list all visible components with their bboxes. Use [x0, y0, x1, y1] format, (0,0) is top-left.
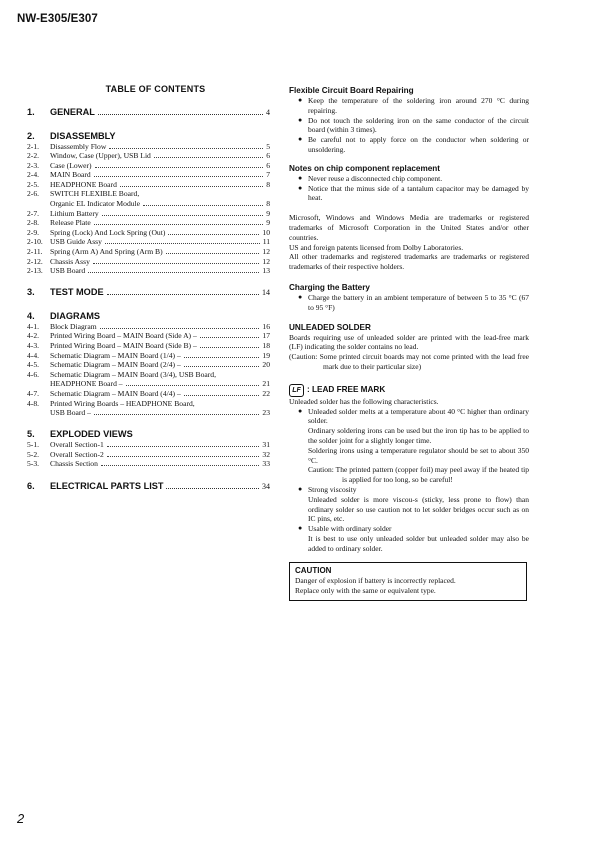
toc-section-title: DISASSEMBLY	[50, 130, 116, 141]
toc-entry-line	[50, 161, 270, 171]
toc-entry-title: SWITCH FLEXIBLE Board,	[50, 189, 140, 199]
lead-free-item	[289, 524, 529, 553]
toc-entry-body	[50, 180, 270, 190]
toc-entry-body	[50, 266, 270, 276]
toc-entry-page: 17	[262, 331, 270, 341]
toc-entry-page: 7	[266, 170, 270, 180]
toc-entry-body	[50, 218, 270, 228]
toc-entry-line	[50, 189, 270, 199]
toc-section-number: 2.	[27, 130, 35, 141]
toc-leader-dots	[107, 446, 260, 447]
toc-entry-title: Release Plate	[50, 218, 91, 228]
toc-entry-title: Schematic Diagram – MAIN Board (3/4), USB Board,	[50, 369, 216, 379]
toc-entry-title: Spring (Lock) And Lock Spring (Out)	[50, 227, 166, 237]
toc-entry	[27, 237, 270, 247]
toc-leader-dots	[98, 114, 263, 115]
toc-leader-dots	[126, 385, 260, 386]
toc-entry-number: 2-13.	[27, 266, 43, 276]
toc-entry-page: 10	[262, 227, 270, 237]
chip-note-item-text: Notice that the minus side of a tantalum capacitor may be damaged by heat.	[308, 183, 529, 203]
toc-section-number: 4.	[27, 310, 35, 321]
lead-free-heading	[289, 384, 529, 397]
toc-leader-dots	[120, 186, 263, 187]
toc-entry-body	[50, 322, 270, 332]
bullet-dot: ●	[298, 135, 303, 144]
lead-free-item-para: Ordinary soldering irons can be used but the iron tip has to be applied to the solder joint for a slightly longer time.	[308, 426, 529, 445]
toc-entry-body	[50, 247, 270, 257]
toc-section-number: 3.	[27, 287, 35, 298]
document-model-header: NW-E305/E307	[17, 13, 98, 25]
toc-entry	[27, 228, 270, 238]
toc-entry-title: USB Guide Assy	[50, 237, 102, 247]
toc-entry-body	[50, 257, 270, 267]
toc-section-number: 5.	[27, 429, 35, 440]
toc-entry-number: 2-2.	[27, 151, 40, 161]
toc-entry	[27, 399, 270, 418]
toc-entry-line	[50, 341, 270, 351]
toc-entry-body	[50, 440, 270, 450]
toc-title: TABLE OF CONTENTS	[105, 84, 206, 94]
lead-free-item-para: Soldering irons using a temperature regulator should be set to about 350 °C.	[308, 445, 529, 465]
page-number: 2	[17, 811, 25, 826]
toc-entry	[27, 331, 270, 341]
toc-entry-title: Lithium Battery	[50, 208, 99, 218]
lead-free-item	[289, 485, 529, 524]
toc-entry-body	[50, 189, 270, 208]
toc-entry-line	[50, 370, 270, 380]
toc-entry-title: Block Diagram	[50, 321, 97, 331]
toc-entry-line	[50, 450, 270, 460]
flex-repair-item-text: Do not touch the soldering iron on the same conductor of the circuit board (within 3 times).	[308, 115, 529, 135]
toc-entry	[27, 247, 270, 257]
bullet-dot: ●	[298, 292, 303, 301]
toc-entry-line	[50, 170, 270, 180]
toc-section-heading	[27, 428, 270, 440]
toc-entry-body	[50, 389, 270, 399]
toc-entry	[27, 351, 270, 361]
toc-entry-number: 4-1.	[27, 321, 40, 331]
toc-entry-body	[50, 399, 270, 418]
trademark-line: Microsoft, Windows and Windows Media are trademarks or registered trademarks of Microsoft Corporation in the United States and/or other countries.	[289, 213, 529, 242]
toc-entry	[27, 389, 270, 399]
toc-entry-number: 2-8.	[27, 218, 40, 228]
toc-entry-title: USB Board –	[50, 408, 91, 418]
toc-entry	[27, 151, 270, 161]
toc-entry-title: Spring (Arm A) And Spring (Arm B)	[50, 247, 163, 257]
toc-entry-line	[50, 360, 270, 370]
toc-entry-line	[50, 351, 270, 361]
toc-entry-page: 12	[262, 256, 270, 266]
bullet-dot: ●	[298, 524, 303, 533]
caution-title: CAUTION	[295, 566, 332, 576]
toc-entry-page: 19	[262, 350, 270, 360]
toc-entry	[27, 189, 270, 208]
toc-leader-dots	[200, 337, 260, 338]
toc-entry-title: Organic EL Indicator Module	[50, 199, 141, 209]
flex-repair-item-text: Keep the temperature of the soldering iron around 270 °C during repairing.	[308, 96, 529, 115]
toc-entry-page: 31	[262, 440, 270, 450]
toc-entry-title: Printed Wiring Boards – HEADPHONE Board,	[50, 398, 195, 408]
toc-entry-title: Overall Section-2	[50, 449, 104, 459]
toc-leader-dots	[101, 465, 260, 466]
toc-entry-number: 2-1.	[27, 141, 40, 151]
toc-leader-dots	[154, 157, 263, 158]
toc-entry-body	[50, 370, 270, 389]
flex-repair-section	[289, 86, 529, 155]
bullet-dot: ●	[298, 96, 303, 104]
lead-free-item-head: Unleaded solder melts at a temperature about 40 °C higher than ordinary solder.	[308, 406, 529, 426]
toc-entry-body	[50, 341, 270, 351]
toc-entry-page: 9	[266, 218, 270, 228]
toc-entry-title: Printed Wiring Board – MAIN Board (Side B) –	[50, 341, 197, 350]
toc-leader-dots	[107, 294, 259, 295]
toc-leader-dots	[200, 347, 260, 348]
toc-leader-dots	[93, 263, 260, 264]
toc-entry	[27, 266, 270, 276]
toc-leader-dots	[109, 148, 263, 149]
toc-entry-title: HEADPHONE Board –	[50, 379, 123, 389]
toc-section-page: 4	[266, 108, 270, 117]
toc-entry	[27, 360, 270, 370]
toc-entry-page: 33	[262, 459, 270, 469]
toc-entry-number: 4-3.	[27, 341, 40, 350]
toc-entry	[27, 322, 270, 332]
toc-leader-dots	[143, 205, 263, 206]
bullet-dot: ●	[298, 115, 303, 124]
toc-entry-page: 21	[262, 379, 270, 389]
toc-entry-body	[50, 351, 270, 361]
caution-box	[289, 562, 527, 601]
toc-entry	[27, 440, 270, 450]
lead-free-title: : LEAD FREE MARK	[307, 385, 386, 395]
unleaded-text: Boards requiring use of unleaded solder are printed with the lead-free mark (LF) indicating the solder contains no lead.	[289, 332, 529, 352]
flex-repair-title: Flexible Circuit Board Repairing	[289, 86, 414, 95]
toc-section-page: 14	[262, 288, 270, 298]
charging-section	[289, 283, 529, 313]
toc-entry-page: 6	[266, 160, 270, 170]
toc-section-title: EXPLODED VIEWS	[50, 429, 133, 440]
bullet-dot: ●	[298, 173, 303, 182]
toc-entry-title: Printed Wiring Board – MAIN Board (Side A) –	[50, 331, 197, 341]
right-column	[289, 84, 529, 601]
toc-leader-dots	[184, 366, 260, 367]
toc-entry-number: 2-3.	[27, 160, 40, 170]
toc-leader-dots	[168, 234, 259, 235]
toc-entry-body	[50, 450, 270, 460]
toc-entry-body	[50, 209, 270, 219]
toc-entry-title: Disassembly Flow	[50, 141, 107, 151]
unleaded-title: UNLEADED SOLDER	[289, 322, 371, 332]
toc-section-title: DIAGRAMS	[50, 310, 101, 321]
bullet-dot: ●	[298, 183, 303, 192]
toc-entry-body	[50, 331, 270, 341]
toc-section	[27, 106, 270, 119]
toc-entry-title: Schematic Diagram – MAIN Board (1/4) –	[50, 350, 181, 360]
toc-entry-line	[50, 408, 270, 418]
toc-entry-title: Chassis Assy	[50, 256, 90, 266]
chip-note-item-text: Never reuse a disconnected chip component.	[308, 173, 443, 183]
toc-leader-dots	[95, 167, 264, 168]
toc-entry-page: 32	[262, 449, 270, 459]
toc-entry-line	[50, 459, 270, 469]
toc-entry-line	[50, 322, 270, 332]
lead-free-list	[289, 407, 529, 554]
toc-entry-page: 8	[266, 179, 270, 189]
toc-entry-title: Window, Case (Upper), USB Lid	[50, 151, 151, 161]
unleaded-caution: (Caution: Some printed circuit boards may not come printed with the lead free mark due to their particular size)	[289, 352, 529, 371]
lead-free-intro: Unleaded solder has the following characteristics.	[289, 396, 439, 406]
toc-entry-number: 4-2.	[27, 331, 40, 341]
toc-entry-title: Overall Section-1	[50, 440, 104, 450]
toc-entry-line	[50, 209, 270, 219]
toc-entry-page: 13	[262, 266, 270, 276]
toc-leader-dots	[102, 215, 263, 216]
trademarks-section	[289, 213, 529, 272]
toc-section	[27, 310, 270, 418]
toc-leader-dots	[94, 414, 259, 415]
toc-entry	[27, 370, 270, 389]
toc-section-heading	[27, 286, 270, 299]
toc-section-page: 34	[262, 481, 270, 491]
chip-notes-list	[289, 174, 529, 203]
toc-section-heading	[27, 106, 270, 119]
toc-entry-body	[50, 459, 270, 469]
toc-entry-body	[50, 151, 270, 161]
lead-free-item-caution: Caution: The printed pattern (copper foil) may peel away if the heated tip is applied for too long, so be careful!	[308, 465, 529, 485]
toc-entry	[27, 257, 270, 267]
toc-entry-number: 2-12.	[27, 256, 43, 266]
toc-section	[27, 480, 270, 493]
caution-line: Danger of explosion if battery is incorrectly replaced.	[295, 576, 456, 586]
toc-leader-dots	[94, 224, 264, 225]
toc-entry	[27, 459, 270, 469]
toc-entry-page: 20	[262, 360, 270, 370]
toc-entry-number: 4-6.	[27, 369, 40, 379]
toc-entry-number: 2-10.	[27, 237, 43, 247]
lead-free-section	[289, 384, 529, 554]
toc-leader-dots	[105, 243, 260, 244]
toc-entry-page: 8	[266, 199, 270, 209]
flex-repair-item	[289, 135, 529, 155]
toc-entry-line	[50, 247, 270, 257]
toc-entry-page: 11	[262, 237, 270, 247]
toc-entry	[27, 341, 270, 351]
chip-note-item	[289, 184, 529, 204]
lead-free-mark-icon: LF	[289, 384, 304, 397]
toc-entry-number: 5-2.	[27, 449, 40, 459]
lead-free-item	[289, 407, 529, 485]
toc-entry-number: 4-7.	[27, 388, 40, 398]
toc-section	[27, 286, 270, 299]
toc-entry-body	[50, 142, 270, 152]
toc-entry-page: 9	[266, 208, 270, 218]
toc-entry-line	[50, 228, 270, 238]
toc-section-number: 6.	[27, 480, 35, 491]
toc-leader-dots	[166, 488, 259, 489]
toc-section-title: TEST MODE	[50, 287, 104, 298]
toc-leader-dots	[100, 328, 260, 329]
toc-entry-title: USB Board	[50, 266, 86, 276]
toc-entry-line	[50, 151, 270, 161]
toc-section	[27, 428, 270, 469]
toc-entry-number: 2-4.	[27, 170, 40, 180]
toc-entry-page: 6	[266, 151, 270, 161]
toc-section-title: GENERAL	[50, 107, 95, 117]
toc-entry-page: 12	[262, 247, 270, 257]
toc-entry-number: 4-4.	[27, 350, 40, 360]
toc-entry	[27, 142, 270, 152]
toc-entry-number: 5-3.	[27, 459, 40, 469]
trademark-line: All other trademarks and registered trademarks are trademarks or registered trademarks of their respective holders.	[289, 252, 529, 272]
charging-title: Charging the Battery	[289, 282, 370, 292]
toc-entry-title: MAIN Board	[50, 170, 91, 180]
toc-entry-line	[50, 199, 270, 209]
toc-entry-number: 4-8.	[27, 398, 40, 408]
chip-notes-section	[289, 164, 529, 203]
toc-leader-dots	[184, 357, 260, 358]
toc-entry-page: 22	[262, 388, 270, 398]
toc-entry-line	[50, 142, 270, 152]
toc-leader-dots	[166, 253, 260, 254]
toc-entry-body	[50, 360, 270, 370]
toc-entry-line	[50, 180, 270, 190]
lead-free-item-head: Usable with ordinary solder	[308, 524, 392, 534]
toc-entry	[27, 161, 270, 171]
lead-free-item-para: It is best to use only unleaded solder but unleaded solder may also be added to ordinary solder.	[308, 533, 529, 553]
toc-entry-number: 2-9.	[27, 227, 40, 237]
toc-entry-page: 23	[262, 408, 270, 418]
toc-entry-line	[50, 331, 270, 341]
toc-entry-body	[50, 237, 270, 247]
toc-entry-page: 18	[262, 341, 270, 350]
toc-entry-page: 16	[262, 321, 270, 331]
toc-entry	[27, 218, 270, 228]
toc-entry-line	[50, 218, 270, 228]
toc-entry-line	[50, 440, 270, 450]
lead-free-item-head: Strong viscosity	[308, 484, 357, 494]
toc-entry-line	[50, 399, 270, 409]
toc-leader-dots	[107, 456, 260, 457]
toc-leader-dots	[88, 272, 259, 273]
flex-repair-list	[289, 96, 529, 155]
toc-sections	[27, 106, 270, 493]
bullet-dot: ●	[298, 484, 303, 493]
toc-entry-body	[50, 170, 270, 180]
toc-entry-number: 2-11.	[27, 247, 43, 257]
toc-entry	[27, 450, 270, 460]
charging-item	[289, 293, 529, 313]
toc-entry-number: 2-5.	[27, 179, 40, 189]
toc-section-heading	[27, 310, 270, 322]
toc-entry-line	[50, 379, 270, 389]
flex-repair-item-text: Be careful not to apply force on the conductor when soldering or unsoldering.	[308, 135, 529, 154]
toc-entry-number: 4-5.	[27, 360, 40, 370]
toc-section-heading	[27, 480, 270, 493]
toc-entry-title: Schematic Diagram – MAIN Board (4/4) –	[50, 388, 181, 398]
lead-free-item-para: Unleaded solder is more viscou-s (sticky, less prone to flow) than ordinary solder so use caution not to let solder bridges occur such as on IC pins, etc.	[308, 494, 529, 524]
toc-entry-page: 5	[266, 141, 270, 151]
toc-entry-body	[50, 228, 270, 238]
toc-entry-title: Schematic Diagram – MAIN Board (2/4) –	[50, 360, 181, 370]
toc-entry-number: 2-7.	[27, 208, 40, 218]
toc-entry-number: 2-6.	[27, 189, 40, 199]
toc-section-number: 1.	[27, 107, 35, 117]
bullet-dot: ●	[298, 406, 303, 415]
toc-entry-line	[50, 257, 270, 267]
caution-line: Replace only with the same or equivalent type.	[295, 586, 436, 596]
toc-section-heading	[27, 130, 270, 142]
toc-entry-line	[50, 266, 270, 276]
toc-entry-number: 5-1.	[27, 440, 40, 450]
toc-entry	[27, 209, 270, 219]
table-of-contents	[27, 84, 270, 503]
toc-entry-title: Case (Lower)	[50, 160, 92, 170]
toc-entry	[27, 170, 270, 180]
trademark-line: US and foreign patents licensed from Dolby Laboratories.	[289, 242, 464, 252]
chip-notes-title: Notes on chip component replacement	[289, 163, 441, 173]
flex-repair-item	[289, 116, 529, 136]
charging-list	[289, 293, 529, 313]
unleaded-section	[289, 323, 529, 372]
toc-leader-dots	[94, 176, 263, 177]
toc-entry-title: Chassis Section	[50, 459, 98, 469]
charging-item-text: Charge the battery in an ambient temperature of between 5 to 35 °C (67 to 95 °F)	[308, 292, 529, 312]
toc-entry-body	[50, 161, 270, 171]
toc-entry-line	[50, 237, 270, 247]
toc-section	[27, 130, 270, 276]
toc-entry-line	[50, 389, 270, 399]
toc-entry	[27, 180, 270, 190]
flex-repair-item	[289, 96, 529, 116]
chip-note-item	[289, 174, 529, 184]
toc-section-title: ELECTRICAL PARTS LIST	[50, 480, 164, 491]
toc-entry-title: HEADPHONE Board	[50, 179, 117, 189]
toc-leader-dots	[184, 395, 260, 396]
